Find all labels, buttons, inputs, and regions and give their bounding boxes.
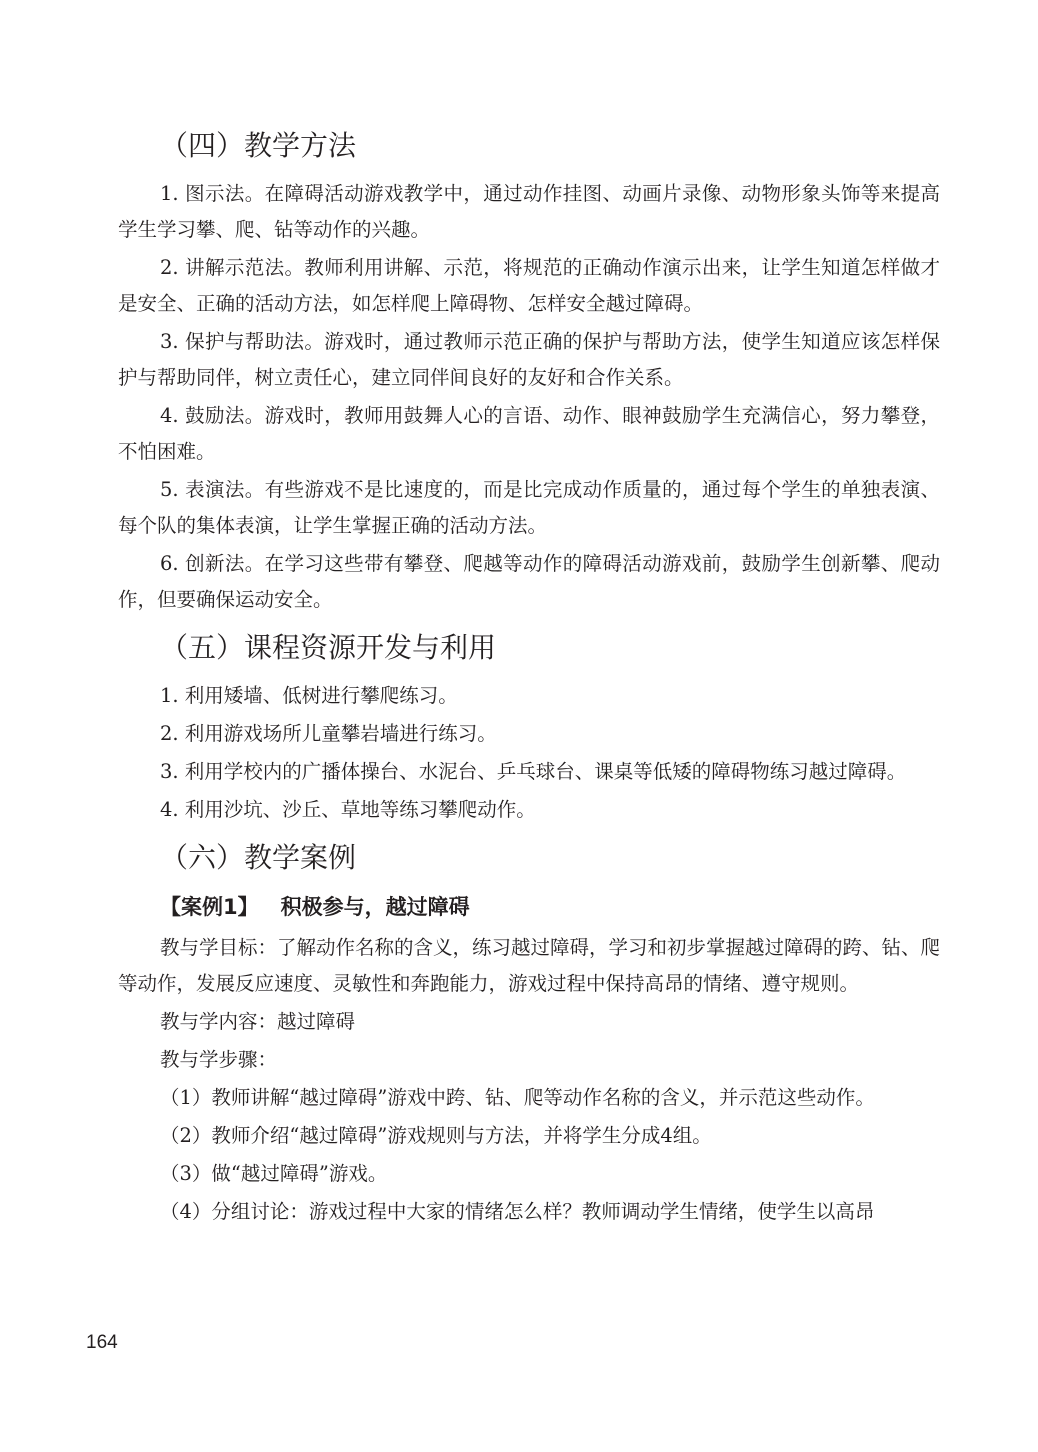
paragraph: 教与学目标：了解动作名称的含义，练习越过障碍，学习和初步掌握越过障碍的跨、钻、爬等动作，发展反应速度、灵敏性和奔跑能力，游戏过程中保持高昂的情绪、遵守规则。 <box>118 936 941 995</box>
paragraph: 1. 图示法。在障碍活动游戏教学中，通过动作挂图、动画片录像、动物形象头饰等来提高学生学习攀、爬、钻等动作的兴趣。 <box>118 182 940 241</box>
page-number: 164 <box>86 1332 118 1353</box>
page-content <box>118 126 940 1232</box>
paragraph: （4）分组讨论：游戏过程中大家的情绪怎么样？教师调动学生情绪，使学生以高昂 <box>160 1200 875 1223</box>
paragraph: 2. 利用游戏场所儿童攀岩墙进行练习。 <box>160 722 497 745</box>
paragraph: 5. 表演法。有些游戏不是比速度的，而是比完成动作质量的，通过每个学生的单独表演、每个队的集体表演，让学生掌握正确的活动方法。 <box>118 478 940 537</box>
heading-teaching-cases: （六）教学案例 <box>160 841 357 874</box>
paragraph: 4. 利用沙坑、沙丘、草地等练习攀爬动作。 <box>160 798 536 821</box>
paragraph: 6. 创新法。在学习这些带有攀登、爬越等动作的障碍活动游戏前，鼓励学生创新攀、爬动作，但要确保运动安全。 <box>118 552 940 611</box>
case-name: 积极参与，越过障碍 <box>280 895 470 919</box>
paragraph: 1. 利用矮墙、低树进行攀爬练习。 <box>160 684 458 707</box>
paragraph: 2. 讲解示范法。教师利用讲解、示范，将规范的正确动作演示出来，让学生知道怎样做才是安全、正确的活动方法，如怎样爬上障碍物、怎样安全越过障碍。 <box>118 256 940 315</box>
paragraph: （2）教师介绍“越过障碍”游戏规则与方法，并将学生分成4组。 <box>160 1124 712 1147</box>
paragraph: 教与学步骤： <box>160 1048 278 1071</box>
paragraph: 4. 鼓励法。游戏时，教师用鼓舞人心的言语、动作、眼神鼓励学生充满信心，努力攀登，不怕困难。 <box>118 404 940 463</box>
paragraph: （3）做“越过障碍”游戏。 <box>160 1162 388 1185</box>
case-title <box>118 888 940 926</box>
paragraph: 3. 保护与帮助法。游戏时，通过教师示范正确的保护与帮助方法，使学生知道应该怎样保护与帮助同伴，树立责任心，建立同伴间良好的友好和合作关系。 <box>118 330 940 389</box>
heading-course-resources: （五）课程资源开发与利用 <box>160 631 497 664</box>
paragraph: 3. 利用学校内的广播体操台、水泥台、乒乓球台、课桌等低矮的障碍物练习越过障碍。 <box>160 760 907 783</box>
paragraph: （1）教师讲解“越过障碍”游戏中跨、钻、爬等动作名称的含义，并示范这些动作。 <box>160 1086 875 1109</box>
paragraph: 教与学内容：越过障碍 <box>160 1010 356 1033</box>
case-tag: 【案例1】 <box>160 895 259 919</box>
heading-teaching-methods: （四）教学方法 <box>160 129 357 162</box>
